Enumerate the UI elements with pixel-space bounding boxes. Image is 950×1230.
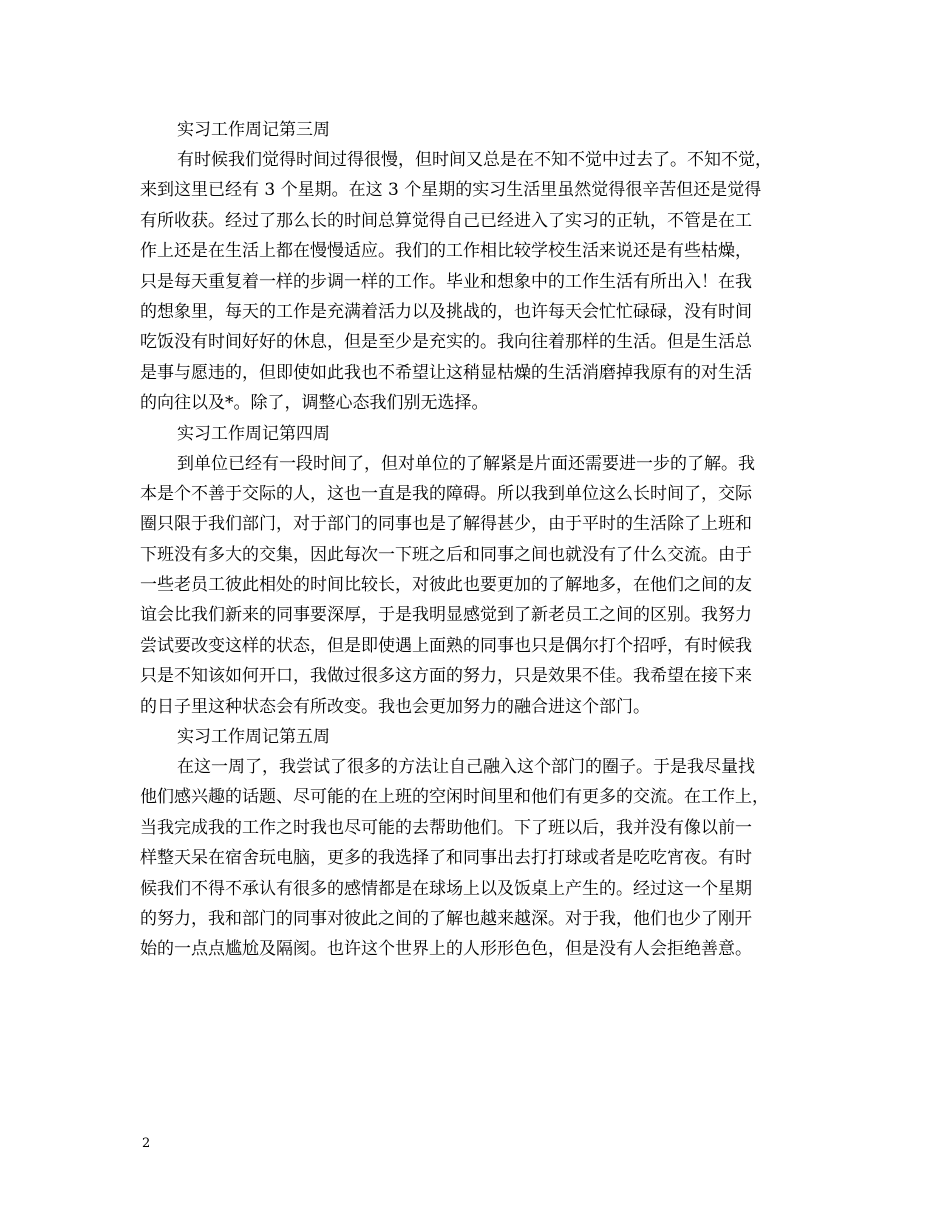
section-title: 实习工作周记第五周	[177, 727, 330, 748]
paragraph	[140, 145, 812, 419]
text-line: 本是个不善于交际的人，这也一直是我的障碍。所以我到单位这么长时间了，交际	[140, 483, 752, 504]
text-line: 只是不知该如何开口，我做过很多这方面的努力，只是效果不佳。我希望在接下来	[140, 666, 752, 687]
text-line: 到单位已经有一段时间了，但对单位的了解紧是片面还需要进一步的了解。我	[177, 453, 755, 474]
text-line: 样整天呆在宿舍玩电脑，更多的我选择了和同事出去打打球或者是吃吃宵夜。有时	[140, 848, 752, 869]
text-line: 一些老员工彼此相处的时间比较长，对彼此也要更加的了解地多，在他们之间的友	[140, 575, 752, 596]
section-week-5	[140, 722, 812, 965]
text-line: 当我完成我的工作之时我也尽可能的去帮助他们。下了班以后，我并没有像以前一	[140, 817, 752, 838]
text-line: 来到这里已经有 3 个星期。在这 3 个星期的实习生活里虽然觉得很辛苦但还是觉得	[140, 180, 762, 201]
text-line: 在这一周了，我尝试了很多的方法让自己融入这个部门的圈子。于是我尽量找	[177, 757, 755, 778]
text-line: 是事与愿违的，但即使如此我也不希望让这稍显枯燥的生活消磨掉我原有的对生活	[140, 362, 752, 383]
text-line: 的日子里这种状态会有所改变。我也会更加努力的融合进这个部门。	[140, 696, 650, 717]
paragraph	[140, 449, 812, 723]
text-line: 尝试要改变这样的状态，但是即使遇上面熟的同事也只是偶尔打个招呼，有时候我	[140, 635, 752, 656]
text-line: 他们感兴趣的话题、尽可能的在上班的空闲时间里和他们有更多的交流。在工作上，	[140, 787, 769, 808]
text-line: 作上还是在生活上都在慢慢适应。我们的工作相比较学校生活来说还是有些枯燥，	[140, 241, 752, 262]
text-line: 始的一点点尴尬及隔阂。也许这个世界上的人形形色色，但是没有人会拒绝善意。	[140, 939, 752, 960]
page-number: 2	[142, 1136, 151, 1151]
section-title: 实习工作周记第三周	[177, 120, 330, 140]
document-body	[140, 115, 812, 965]
text-line: 谊会比我们新来的同事要深厚，于是我明显感觉到了新老员工之间的区别。我努力	[140, 605, 752, 626]
text-line: 有时候我们觉得时间过得很慢，但时间又总是在不知不觉中过去了。不知不觉，	[177, 150, 772, 170]
text-line: 下班没有多大的交集，因此每次一下班之后和同事之间也就没有了什么交流。由于	[140, 544, 752, 565]
text-line: 有所收获。经过了那么长的时间总算觉得自己已经进入了实习的正轨，不管是在工	[140, 210, 752, 231]
paragraph	[140, 752, 812, 965]
section-week-4	[140, 419, 812, 723]
text-line: 的努力，我和部门的同事对彼此之间的了解也越来越深。对于我，他们也少了刚开	[140, 908, 752, 929]
text-line: 吃饭没有时间好好的休息，但是至少是充实的。我向往着那样的生活。但是生活总	[140, 332, 752, 353]
text-line: 的想象里，每天的工作是充满着活力以及挑战的，也许每天会忙忙碌碌，没有时间	[140, 301, 752, 322]
text-line: 只是每天重复着一样的步调一样的工作。毕业和想象中的工作生活有所出入！在我	[140, 271, 752, 292]
section-week-3	[140, 115, 812, 419]
text-line: 圈只限于我们部门，对于部门的同事也是了解得甚少，由于平时的生活除了上班和	[140, 514, 752, 535]
section-title: 实习工作周记第四周	[177, 423, 330, 444]
text-line: 的向往以及*。除了，调整心态我们别无选择。	[140, 393, 489, 414]
text-line: 候我们不得不承认有很多的感情都是在球场上以及饭桌上产生的。经过这一个星期	[140, 878, 752, 899]
